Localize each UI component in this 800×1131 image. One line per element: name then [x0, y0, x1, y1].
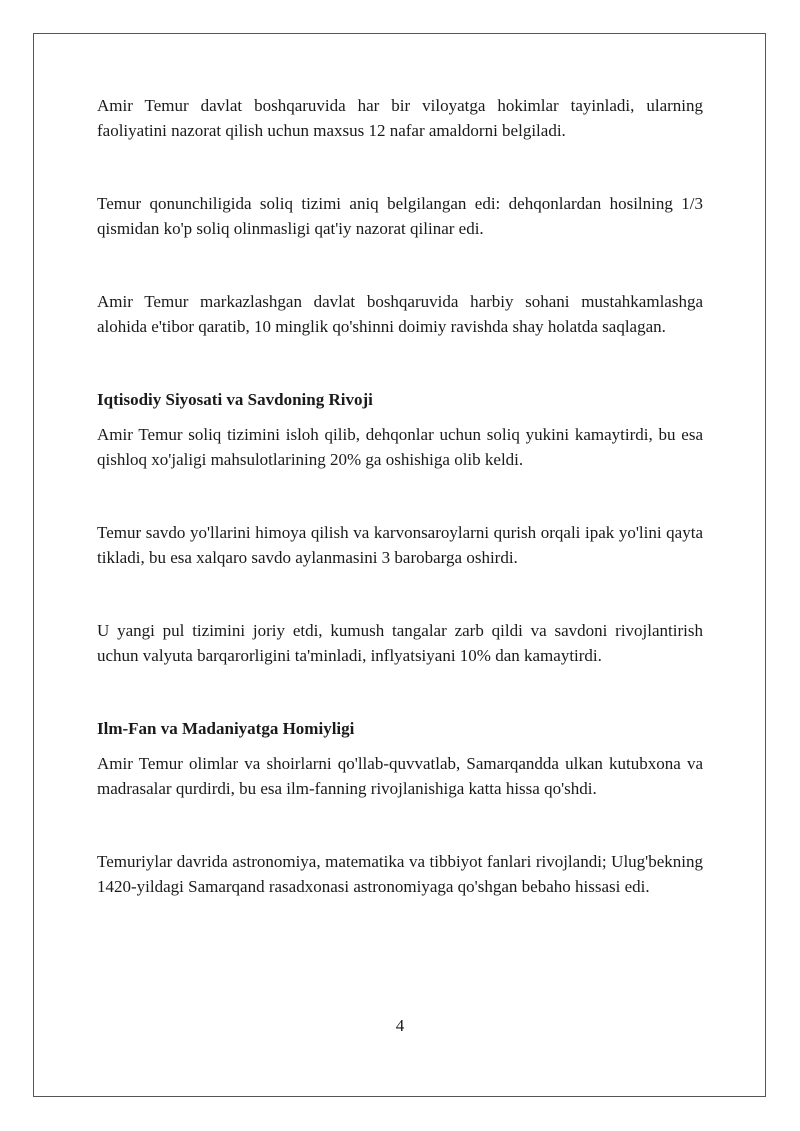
paragraph: Amir Temur davlat boshqaruvida har bir viloyatga hokimlar tayinladi, ularning faoliyatini nazorat qilish uchun maxsus 12 nafar amaldorni belgiladi. [97, 96, 703, 140]
paragraph: U yangi pul tizimini joriy etdi, kumush tangalar zarb qildi va savdoni rivojlantirish uchun valyuta barqarorligini ta'minladi, inflyatsiyani 10% dan kamaytirdi. [97, 621, 703, 665]
section-heading-science: Ilm-Fan va Madaniyatga Homiyligi [97, 719, 355, 738]
section-heading-economy: Iqtisodiy Siyosati va Savdoning Rivoji [97, 390, 373, 409]
paragraph: Amir Temur olimlar va shoirlarni qo'llab-quvvatlab, Samarqandda ulkan kutubxona va madrasalar qurdirdi, bu esa ilm-fanning rivojlanishiga katta hissa qo'shdi. [97, 754, 703, 798]
paragraph: Temur qonunchiligida soliq tizimi aniq belgilangan edi: dehqonlardan hosilning 1/3 qismidan ko'p soliq olinmasligi qat'iy nazorat qilinar edi. [97, 194, 703, 238]
paragraph: Temur savdo yo'llarini himoya qilish va karvonsaroylarni qurish orqali ipak yo'lini qayta tikladi, bu esa xalqaro savdo aylanmasini 3 barobarga oshirdi. [97, 523, 703, 567]
paragraph: Amir Temur markazlashgan davlat boshqaruvida harbiy sohani mustahkamlashga alohida e'tibor qaratib, 10 minglik qo'shinni doimiy ravishda shay holatda saqlagan. [97, 292, 703, 336]
paragraph: Amir Temur soliq tizimini isloh qilib, dehqonlar uchun soliq yukini kamaytirdi, bu esa qishloq xo'jaligi mahsulotlarining 20% ga oshishiga olib keldi. [97, 425, 703, 469]
page-number: 4 [395, 1016, 405, 1035]
paragraph: Temuriylar davrida astronomiya, matematika va tibbiyot fanlari rivojlandi; Ulug'bekning 1420-yildagi Samarqand rasadxonasi astronomiyaga qo'shgan bebaho hissasi edi. [97, 852, 703, 896]
document-body [97, 93, 703, 899]
